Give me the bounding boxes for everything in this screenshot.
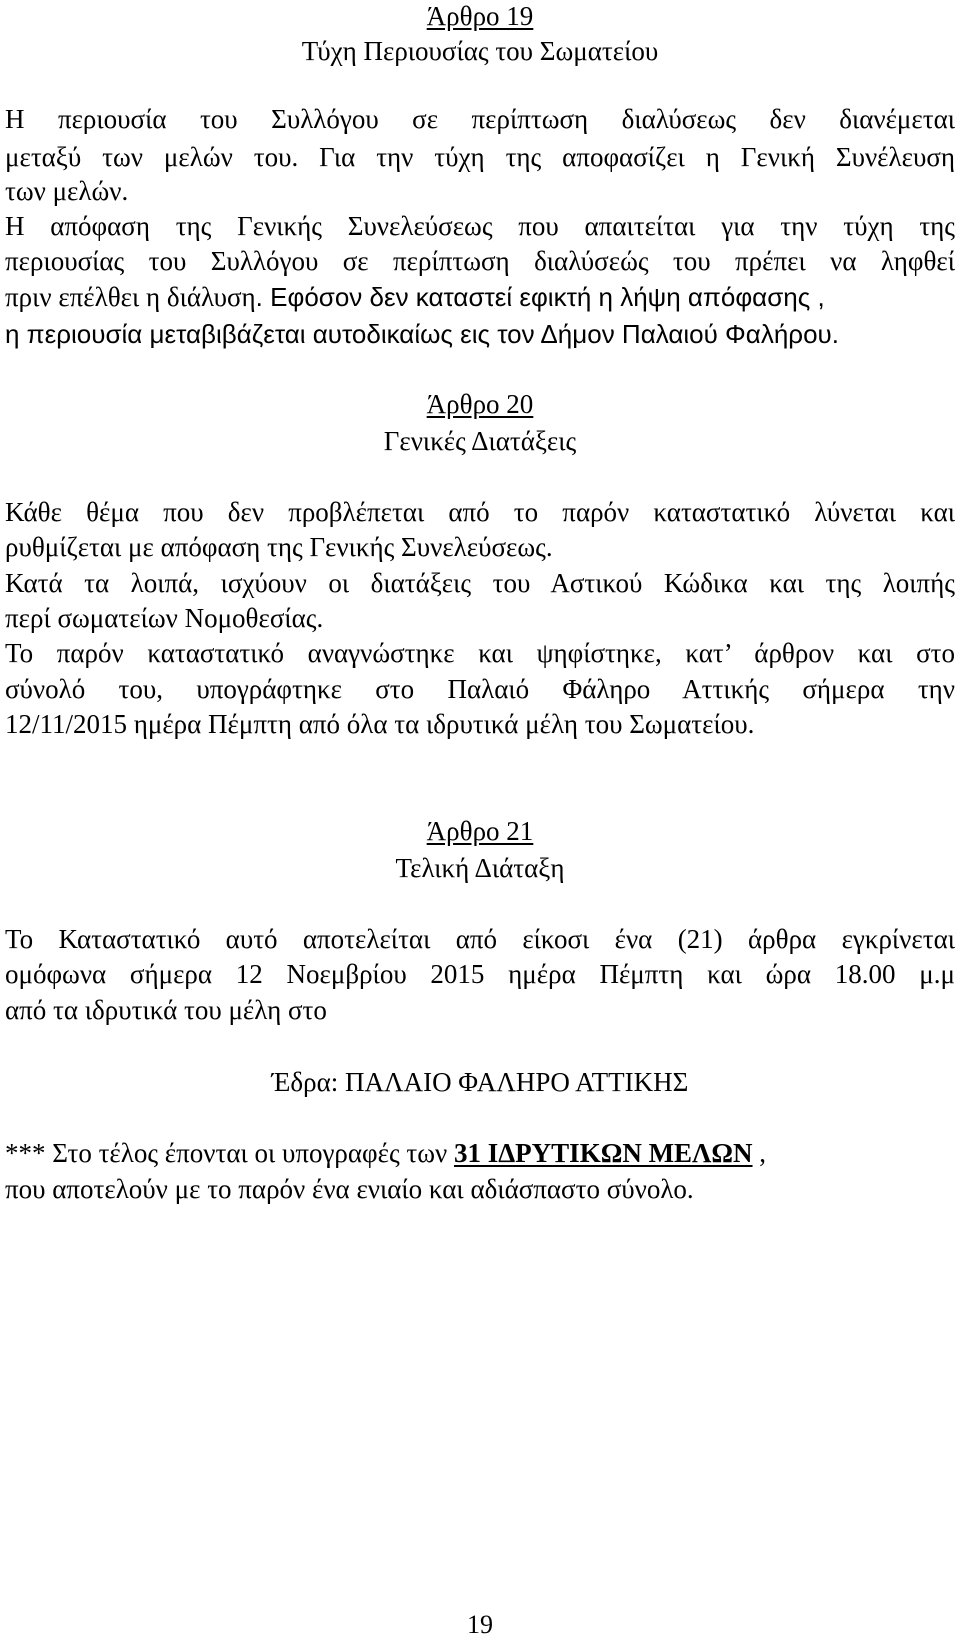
article-21-heading: Άρθρο 21 (426, 816, 534, 846)
signatures-count: 31 ΙΔΡΥΤΙΚΩΝ ΜΕΛΩΝ (454, 1138, 753, 1168)
article-19-line-part: πριν επέλθει η διάλυση (5, 282, 256, 312)
article-21-subtitle: Τελική Διάταξη (395, 853, 565, 883)
article-19-line: των μελών. (5, 176, 129, 206)
signatures-suffix: , (752, 1138, 767, 1168)
article-20-line: Κάθε θέμα που δεν προβλέπεται από το παρόν καταστατικό λύνεται και (5, 497, 955, 527)
signatures-prefix: *** Στο τέλος έπονται οι υπογραφές των (5, 1138, 454, 1168)
article-19-line: μεταξύ των μελών του. Για την τύχη της αποφασίζει η Γενική Συνέλευση (5, 142, 955, 172)
signatures-note (5, 1137, 955, 1170)
article-19-line: περιουσίας του Συλλόγου σε περίπτωση διαλύσεώς του πρέπει να ληφθεί (5, 246, 955, 276)
article-20-line: σύνολό του, υπογράφτηκε στο Παλαιό Φάληρο Αττικής σήμερα την (5, 674, 955, 704)
article-19-line: Η περιουσία του Συλλόγου σε περίπτωση διαλύσεως δεν διανέμεται (5, 104, 955, 134)
article-21-line: από τα ιδρυτικά του μέλη στο (5, 995, 327, 1025)
article-20-line: Κατά τα λοιπά, ισχύουν οι διατάξεις του Αστικού Κώδικα και της λοιπής (5, 568, 955, 598)
article-20-line: περί σωματείων Νομοθεσίας. (5, 603, 324, 633)
article-19-line: η περιουσία μεταβιβάζεται αυτοδικαίως εις τον Δήμον Παλαιού Φαλήρου. (5, 319, 839, 349)
article-21-line: Το Καταστατικό αυτό αποτελείται από είκοσι ένα (21) άρθρα εγκρίνεται (5, 924, 955, 954)
article-19-line-mixed (5, 281, 955, 314)
article-20-line: 12/11/2015 ημέρα Πέμπτη από όλα τα ιδρυτικά μέλη του Σωματείου. (5, 709, 755, 739)
article-19-line: Η απόφαση της Γενικής Συνελεύσεως που απαιτείται για την τύχη της (5, 211, 955, 241)
article-20-subtitle: Γενικές Διατάξεις (383, 426, 577, 456)
closing-line: που αποτελούν με το παρόν ένα ενιαίο και αδιάσπαστο σύνολο. (5, 1174, 694, 1204)
article-19-subtitle: Τύχη Περιουσίας του Σωματείου (301, 36, 659, 66)
article-19-line-part: . Εφόσον δεν καταστεί εφικτή η λήψη απόφασης , (255, 282, 825, 312)
article-20-heading: Άρθρο 20 (426, 389, 534, 419)
article-20-line: Το παρόν καταστατικό αναγνώστηκε και ψηφίστηκε, κατ’ άρθρον και στο (5, 638, 955, 668)
seat-line: Έδρα: ΠΑΛΑΙΟ ΦΑΛΗΡΟ ΑΤΤΙΚΗΣ (271, 1067, 689, 1097)
article-21-line: ομόφωνα σήμερα 12 Νοεμβρίου 2015 ημέρα Πέμπτη και ώρα 18.00 μ.μ (5, 959, 955, 989)
article-20-line: ρυθμίζεται με απόφαση της Γενικής Συνελεύσεως. (5, 532, 553, 562)
article-19-heading: Άρθρο 19 (426, 1, 534, 31)
page-number: 19 (467, 1610, 493, 1639)
